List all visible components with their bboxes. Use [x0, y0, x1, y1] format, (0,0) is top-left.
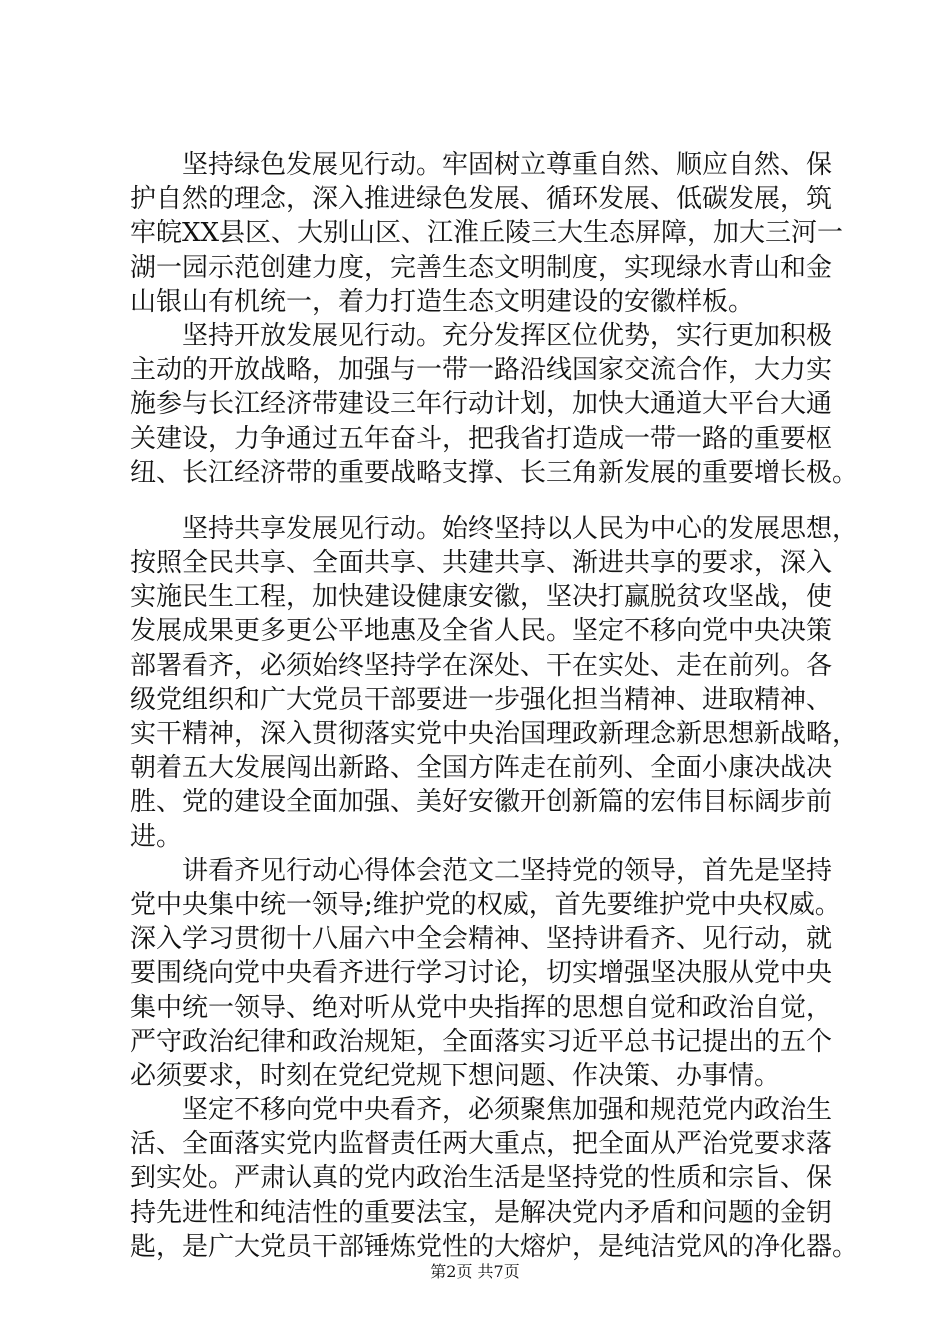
text-line: 坚持共享发展见行动。始终坚持以人民为中心的发展思想， — [130, 513, 859, 544]
text-line: 到实处。严肃认真的党内政治生活是坚持党的性质和宗旨、保 — [130, 1163, 833, 1194]
text-line: 纽、长江经济带的重要战略支撑、长三角新发展的重要增长极。 — [130, 457, 859, 488]
text-line: 朝着五大发展闯出新路、全国方阵走在前列、全面小康决战决 — [130, 753, 833, 784]
text-line: 施参与长江经济带建设三年行动计划，加快大通道大平台大通 — [130, 389, 833, 420]
text-line: 实干精神，深入贯彻落实党中央治国理政新理念新思想新战略， — [130, 719, 859, 749]
text-line: 坚持开放发展见行动。充分发挥区位优势，实行更加积极 — [130, 320, 833, 351]
text-line: 集中统一领导、绝对听从党中央指挥的思想自觉和政治自觉， — [130, 992, 833, 1023]
text-line: 讲看齐见行动心得体会范文二坚持党的领导，首先是坚持 — [130, 855, 833, 886]
text-line: 活、全面落实党内监督责任两大重点，把全面从严治党要求落 — [130, 1129, 833, 1160]
text-line: 坚定不移向党中央看齐，必须聚焦加强和规范党内政治生 — [130, 1095, 833, 1126]
text-line: 主动的开放战略，加强与一带一路沿线国家交流合作，大力实 — [130, 355, 833, 386]
text-line: 匙，是广大党员干部锤炼党性的大熔炉，是纯洁党风的净化器。 — [130, 1231, 859, 1262]
page-number-footer: 第2页 共7页 — [430, 1262, 520, 1281]
document-body — [130, 148, 859, 1264]
text-line: 坚持绿色发展见行动。牢固树立尊重自然、顺应自然、保 — [130, 150, 833, 180]
text-line: 牢皖XX县区、大别山区、江淮丘陵三大生态屏障，加大三河一 — [130, 218, 844, 249]
text-line: 级党组织和广大党员干部要进一步强化担当精神、进取精神、 — [130, 684, 833, 715]
text-line: 要围绕向党中央看齐进行学习讨论，切实增强坚决服从党中央 — [130, 958, 833, 989]
text-line: 关建设，力争通过五年奋斗，把我省打造成一带一路的重要枢 — [130, 423, 833, 454]
text-line: 持先进性和纯洁性的重要法宝，是解决党内矛盾和问题的金钥 — [130, 1197, 833, 1228]
text-line: 发展成果更多更公平地惠及全省人民。坚定不移向党中央决策 — [130, 616, 833, 647]
text-line: 山银山有机统一，着力打造生态文明建设的安徽样板。 — [130, 286, 755, 317]
text-line: 严守政治纪律和政治规矩，全面落实习近平总书记提出的五个 — [130, 1026, 833, 1057]
text-line: 党中央集中统一领导;维护党的权威，首先要维护党中央权威。 — [130, 889, 841, 920]
text-line: 进。 — [130, 821, 183, 852]
text-line: 深入学习贯彻十八届六中全会精神、坚持讲看齐、见行动，就 — [130, 924, 833, 955]
text-line: 必须要求，时刻在党纪党规下想问题、作决策、办事情。 — [130, 1060, 781, 1091]
text-line: 部署看齐，必须始终坚持学在深处、干在实处、走在前列。各 — [130, 650, 833, 681]
text-line: 护自然的理念，深入推进绿色发展、循环发展、低碳发展，筑 — [130, 184, 833, 215]
paragraph-gap — [130, 490, 850, 512]
text-line: 胜、党的建设全面加强、美好安徽开创新篇的宏伟目标阔步前 — [130, 787, 833, 818]
text-line: 湖一园示范创建力度，完善生态文明制度，实现绿水青山和金 — [130, 252, 833, 283]
text-line: 实施民生工程，加快建设健康安徽，坚决打赢脱贫攻坚战，使 — [130, 582, 833, 613]
text-line: 按照全民共享、全面共享、共建共享、渐进共享的要求，深入 — [130, 548, 833, 579]
